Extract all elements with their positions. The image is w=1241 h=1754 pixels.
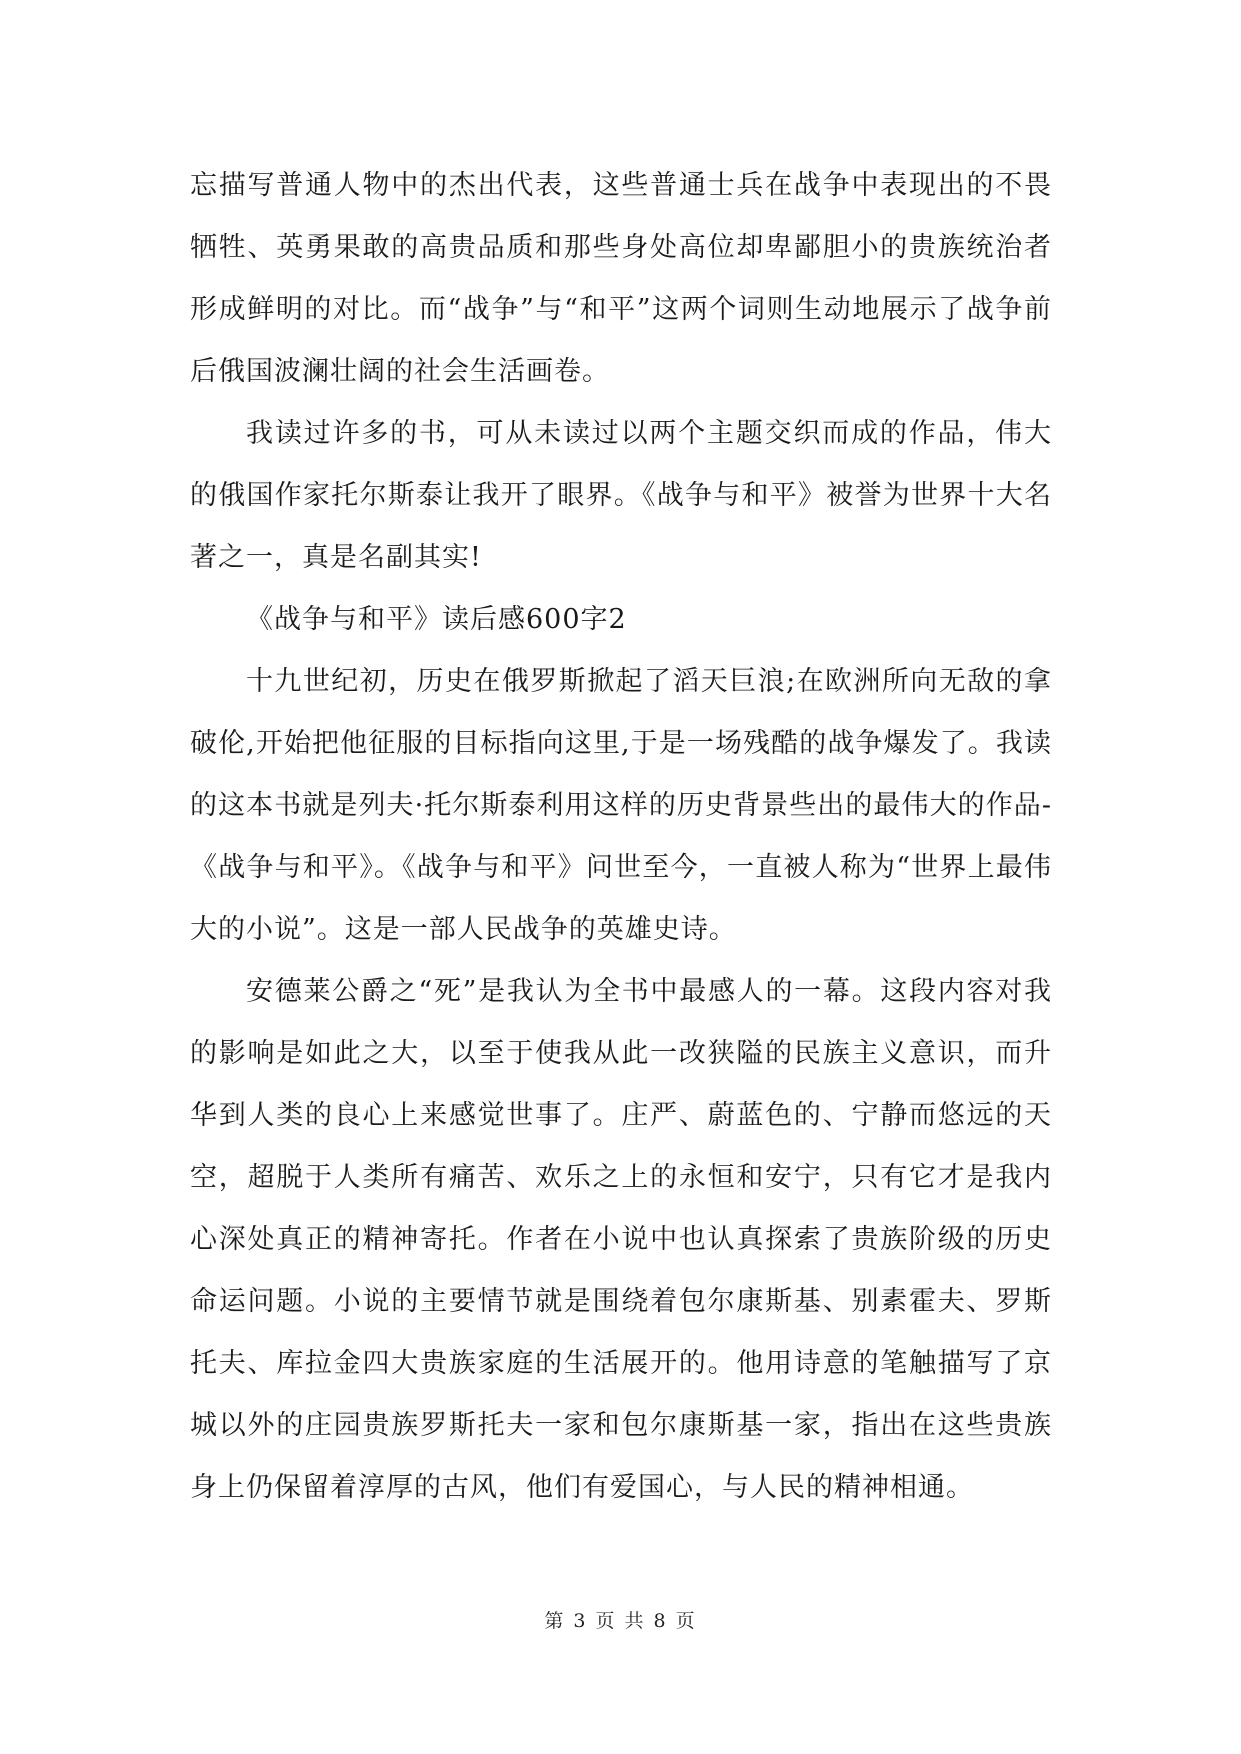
paragraph-reading-experience: 我读过许多的书，可从未读过以两个主题交织而成的作品，伟大的俄国作家托尔斯泰让我开了眼界。《战争与和平》被誉为世界十大名著之一，真是名副其实! — [190, 418, 1052, 573]
document-body — [190, 155, 1052, 1519]
paragraph-historical-background: 十九世纪初，历史在俄罗斯掀起了滔天巨浪;在欧洲所向无敌的拿破伦,开始把他征服的目标指向这里,于是一场残酷的战争爆发了。我读的这本书就是列夫·托尔斯泰利用这样的历史背景些出的最伟大的作品-《战争与和平》。《战争与和平》问世至今，一直被人称为“世界上最伟大的小说”。这是一部人民战争的英雄史诗。 — [190, 666, 1052, 945]
page-number-footer: 第 3 页 共 8 页 — [544, 1610, 697, 1632]
section-heading: 《战争与和平》读后感600字2 — [246, 604, 627, 635]
paragraph-andrei-death: 安德莱公爵之“死”是我认为全书中最感人的一幕。这段内容对我的影响是如此之大，以至于使我从此一改狭隘的民族主义意识，而升华到人类的良心上来感觉世事了。庄严、蔚蓝色的、宁静而悠远的天空，超脱于人类所有痛苦、欢乐之上的永恒和安宁，只有它才是我内心深处真正的精神寄托。作者在小说中也认真探索了贵族阶级的历史命运问题。小说的主要情节就是围绕着包尔康斯基、别素霍夫、罗斯托夫、库拉金四大贵族家庭的生活展开的。他用诗意的笔触描写了京城以外的庄园贵族罗斯托夫一家和包尔康斯基一家，指出在这些贵族身上仍保留着淳厚的古风，他们有爱国心，与人民的精神相通。 — [190, 976, 1052, 1503]
paragraph-continuation: 忘描写普通人物中的杰出代表，这些普通士兵在战争中表现出的不畏牺牲、英勇果敢的高贵品质和那些身处高位却卑鄙胆小的贵族统治者形成鲜明的对比。而“战争”与“和平”这两个词则生动地展示了战争前后俄国波澜壮阔的社会生活画卷。 — [190, 170, 1052, 387]
